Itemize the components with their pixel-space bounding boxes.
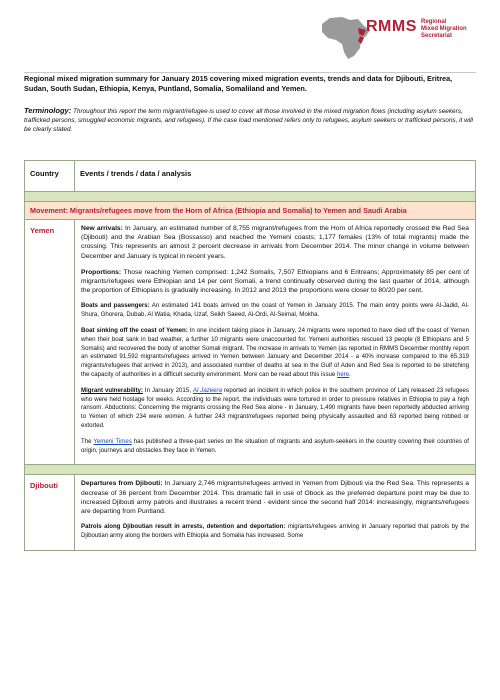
yemen-boat-sinking: Boat sinking off the coast of Yemen: In one incident taking place in January, 24 migrants were reported to have died off the coast of Yemen when their boat sank in bad weather, a further 10 migrants were unaccounted for. Yemeni authorities rescued 13 people (8 Ethiopians and 5 Somalis) and recovered the body of another Somali migrant. The increase in arrivals to Yemen (as reported in RMMS December monthly report an estimated 91,592 migrants/refugees arrived in Yemen between January and December 2014 - a 40% increase compared to the 65,319 migrants/refugees that arrived in 2013), and associated number of deaths at sea in the Gulf of Aden and Red Sea is reported to be stretching the capacity of authorities in a difficult security environment. More can be read about this issue here. xyxy=(81,327,469,378)
yemen-new-arrivals: New arrivals: In January, an estimated number of 8,755 migrant/refugees from the Horn of Africa reportedly crossed the Red Sea (Djibouti) and the Arabian Sea (Bossasso) and reached the Yemeni coasts; 1,177 females (13% of total migrants) made the crossing. This represents an almost 2 percent decrease in arrivals from December 2014. The minor change in volume between December and January is typical in recent years. xyxy=(81,225,469,260)
spacer-row xyxy=(25,192,476,202)
djibouti-departures: Departures from Djibouti: In January 2,746 migrants/refugees arrived in Yemen from Djibouti via the Red Sea. This represents a decrease of 36 percent from December 2014. This dramatic fall in use of Obock as the preferred departure point may be due to increased Djibouti army patrols and illustrates a recent trend - evident since the second half 2014: increasingly, migrants/refugees are departing from Puntland. xyxy=(81,480,469,515)
table-row xyxy=(25,475,476,550)
logo-subtitle-line3: Secretariat xyxy=(421,33,453,39)
yemen-boats: Boats and passengers: An estimated 141 boats arrived on the coast of Yemen in January 2015. The main entry points were Al-Jadid, Al-Shura, Ghorera, Dubab, Al Watia, Khada, Uzaf, Seikh Saeed, Al-Ordi, Al-Seimal, Mokha. xyxy=(81,302,469,319)
logo-name: RMMS xyxy=(366,18,417,35)
country-yemen: Yemen xyxy=(25,220,75,465)
al-jazeera-link[interactable]: Al Jazeera xyxy=(192,386,222,394)
header-divider xyxy=(24,72,476,73)
here-link[interactable]: here xyxy=(336,371,350,378)
movement-row xyxy=(25,202,476,220)
column-header-country: Country xyxy=(25,161,75,192)
movement-heading: Movement: Migrants/refugees move from the Horn of Africa (Ethiopia and Somalia) to Yemen and Saudi Arabia xyxy=(25,202,476,220)
yemen-proportions: Proportions: Those reaching Yemen comprised: 1,242 Somalis, 7,507 Ethiopians and 6 Eritreans; Approximately 85 per cent of migrants/refugees were Ethiopian and 14 per cent Somali, a trend continually observed during the last quarter of 2014, although the proportion of Ethiopians is gradually increasing. In 2012 and 2013 the proportions were closer to 80/20 per cent. xyxy=(81,268,469,295)
yemen-times-note: The Yemeni Times has published a three-part series on the situation of migrants and asylum-seekers in the country covering their countries of origin, journeys and obstacles they face in Yemen. xyxy=(81,437,470,454)
table-header-row xyxy=(25,161,476,192)
country-djibouti: Djibouti xyxy=(25,475,75,550)
summary-table xyxy=(24,160,476,551)
yemeni-times-link[interactable]: Yemeni Times xyxy=(93,437,132,445)
djibouti-patrols: Patrols along Djiboutian result in arrests, detention and deportation: migrants/refugees arriving in January reported that patrols by the Djiboutian army along the borders with Ethiopia and Somalia has increased. Some xyxy=(81,523,469,539)
terminology-note xyxy=(24,106,476,134)
report-header xyxy=(0,0,500,72)
spacer-row xyxy=(25,465,476,475)
report-intro: Regional mixed migration summary for January 2015 covering mixed migration events, trends and data for Djibouti, Eritrea, Sudan, South Sudan, Ethiopia, Kenya, Puntland, Somalia, Somaliland and Yemen. xyxy=(24,74,453,93)
yemen-content xyxy=(75,220,476,465)
rmms-logo xyxy=(316,14,476,62)
logo-subtitle-line2: Mixed Migration xyxy=(421,26,467,32)
terminology-text: Throughout this report the term migrant/refugee is used to cover all those involved in the mixed migration flows (including asylum seekers, trafficked persons, smuggled economic migrants, and refugees). If the case load mentioned refers only to refugees, asylum seekers or trafficked persons, it will be clearly stated. xyxy=(24,108,473,133)
terminology-label: Terminology: xyxy=(24,106,72,115)
column-header-events: Events / trends / data / analysis xyxy=(75,161,476,192)
djibouti-content xyxy=(75,475,476,550)
logo-subtitle-line1: Regional xyxy=(421,19,447,25)
yemen-vulnerability: Migrant vulnerability: In January 2015, Al Jazeera reported an incident in which police in the southern province of Lahj released 23 refugees who were held hostage for weeks. According to the report, the individuals were tortured in order to pressure relatives in Ethiopia to pay a high ransom. Abductions: Concerning the migrants crossing the Red Sea alone - in January, 1,490 migrants have been reportedly abducted arriving to Yemen of which 234 were women. A further 243 migrant/refugees reported being physically assaulted and 63 reported being robbed or extorted. xyxy=(81,386,469,429)
table-row xyxy=(25,220,476,465)
logo-subtitle xyxy=(421,19,481,40)
